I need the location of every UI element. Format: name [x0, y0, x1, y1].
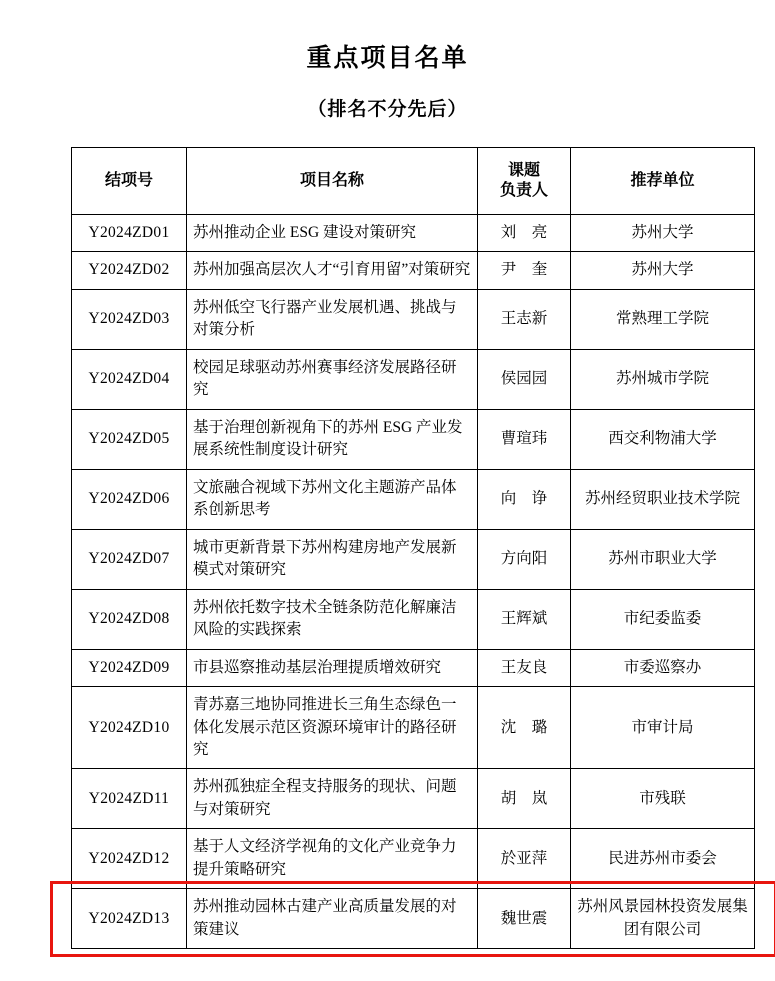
cell-unit: 西交利物浦大学	[571, 409, 755, 469]
cell-id: Y2024ZD08	[72, 589, 187, 649]
table-row	[72, 529, 755, 589]
cell-id: Y2024ZD04	[72, 349, 187, 409]
table-row	[72, 589, 755, 649]
cell-name: 苏州推动企业 ESG 建设对策研究	[187, 215, 478, 252]
table-header	[72, 148, 755, 215]
cell-unit: 常熟理工学院	[571, 289, 755, 349]
cell-name: 市县巡察推动基层治理提质增效研究	[187, 649, 478, 686]
cell-id: Y2024ZD11	[72, 769, 187, 829]
table-row-highlighted	[72, 889, 755, 949]
table-row	[72, 349, 755, 409]
column-header-leader-line1: 课题	[484, 161, 564, 181]
table-row	[72, 769, 755, 829]
cell-id: Y2024ZD12	[72, 829, 187, 889]
cell-unit: 苏州大学	[571, 215, 755, 252]
cell-leader: 魏世震	[478, 889, 571, 949]
cell-unit: 市纪委监委	[571, 589, 755, 649]
cell-id: Y2024ZD06	[72, 469, 187, 529]
cell-unit: 苏州城市学院	[571, 349, 755, 409]
cell-id: Y2024ZD03	[72, 289, 187, 349]
cell-leader: 侯园园	[478, 349, 571, 409]
cell-unit: 苏州大学	[571, 252, 755, 289]
cell-name: 基于人文经济学视角的文化产业竞争力提升策略研究	[187, 829, 478, 889]
cell-unit: 苏州风景园林投资发展集团有限公司	[571, 889, 755, 949]
cell-name: 苏州依托数字技术全链条防范化解廉洁风险的实践探索	[187, 589, 478, 649]
cell-name: 苏州孤独症全程支持服务的现状、问题与对策研究	[187, 769, 478, 829]
cell-leader: 沈 璐	[478, 687, 571, 769]
cell-leader: 方向阳	[478, 529, 571, 589]
page-subtitle: （排名不分先后）	[0, 94, 775, 121]
cell-id: Y2024ZD05	[72, 409, 187, 469]
table-row	[72, 409, 755, 469]
table-row	[72, 469, 755, 529]
document-page	[0, 38, 775, 981]
column-header-leader	[478, 148, 571, 215]
cell-leader: 向 诤	[478, 469, 571, 529]
cell-id: Y2024ZD10	[72, 687, 187, 769]
cell-unit: 苏州经贸职业技术学院	[571, 469, 755, 529]
cell-id: Y2024ZD09	[72, 649, 187, 686]
table-row	[72, 252, 755, 289]
cell-leader: 尹 奎	[478, 252, 571, 289]
cell-name: 苏州加强高层次人才“引育用留”对策研究	[187, 252, 478, 289]
table-header-row	[72, 148, 755, 215]
cell-unit: 市残联	[571, 769, 755, 829]
cell-name: 基于治理创新视角下的苏州 ESG 产业发展系统性制度设计研究	[187, 409, 478, 469]
cell-leader: 曹瑄玮	[478, 409, 571, 469]
cell-id: Y2024ZD01	[72, 215, 187, 252]
cell-id: Y2024ZD07	[72, 529, 187, 589]
cell-unit: 市审计局	[571, 687, 755, 769]
column-header-id: 结项号	[72, 148, 187, 215]
project-list-table	[71, 147, 755, 949]
cell-name: 苏州低空飞行器产业发展机遇、挑战与对策分析	[187, 289, 478, 349]
table-row	[72, 289, 755, 349]
table-row	[72, 687, 755, 769]
project-list-table-wrapper	[71, 147, 704, 949]
cell-name: 文旅融合视域下苏州文化主题游产品体系创新思考	[187, 469, 478, 529]
table-row	[72, 829, 755, 889]
column-header-name: 项目名称	[187, 148, 478, 215]
cell-name: 校园足球驱动苏州赛事经济发展路径研究	[187, 349, 478, 409]
cell-name: 苏州推动园林古建产业高质量发展的对策建议	[187, 889, 478, 949]
cell-id: Y2024ZD02	[72, 252, 187, 289]
cell-leader: 於亚萍	[478, 829, 571, 889]
cell-leader: 刘 亮	[478, 215, 571, 252]
cell-name: 青苏嘉三地协同推进长三角生态绿色一体化发展示范区资源环境审计的路径研究	[187, 687, 478, 769]
cell-leader: 王辉斌	[478, 589, 571, 649]
cell-unit: 民进苏州市委会	[571, 829, 755, 889]
cell-name: 城市更新背景下苏州构建房地产发展新模式对策研究	[187, 529, 478, 589]
cell-leader: 胡 岚	[478, 769, 571, 829]
cell-leader: 王志新	[478, 289, 571, 349]
column-header-leader-line2: 负责人	[484, 181, 564, 201]
table-row	[72, 649, 755, 686]
table-body	[72, 215, 755, 949]
cell-id: Y2024ZD13	[72, 889, 187, 949]
cell-unit: 市委巡察办	[571, 649, 755, 686]
table-row	[72, 215, 755, 252]
column-header-unit: 推荐单位	[571, 148, 755, 215]
cell-leader: 王友良	[478, 649, 571, 686]
page-title: 重点项目名单	[0, 38, 775, 74]
cell-unit: 苏州市职业大学	[571, 529, 755, 589]
